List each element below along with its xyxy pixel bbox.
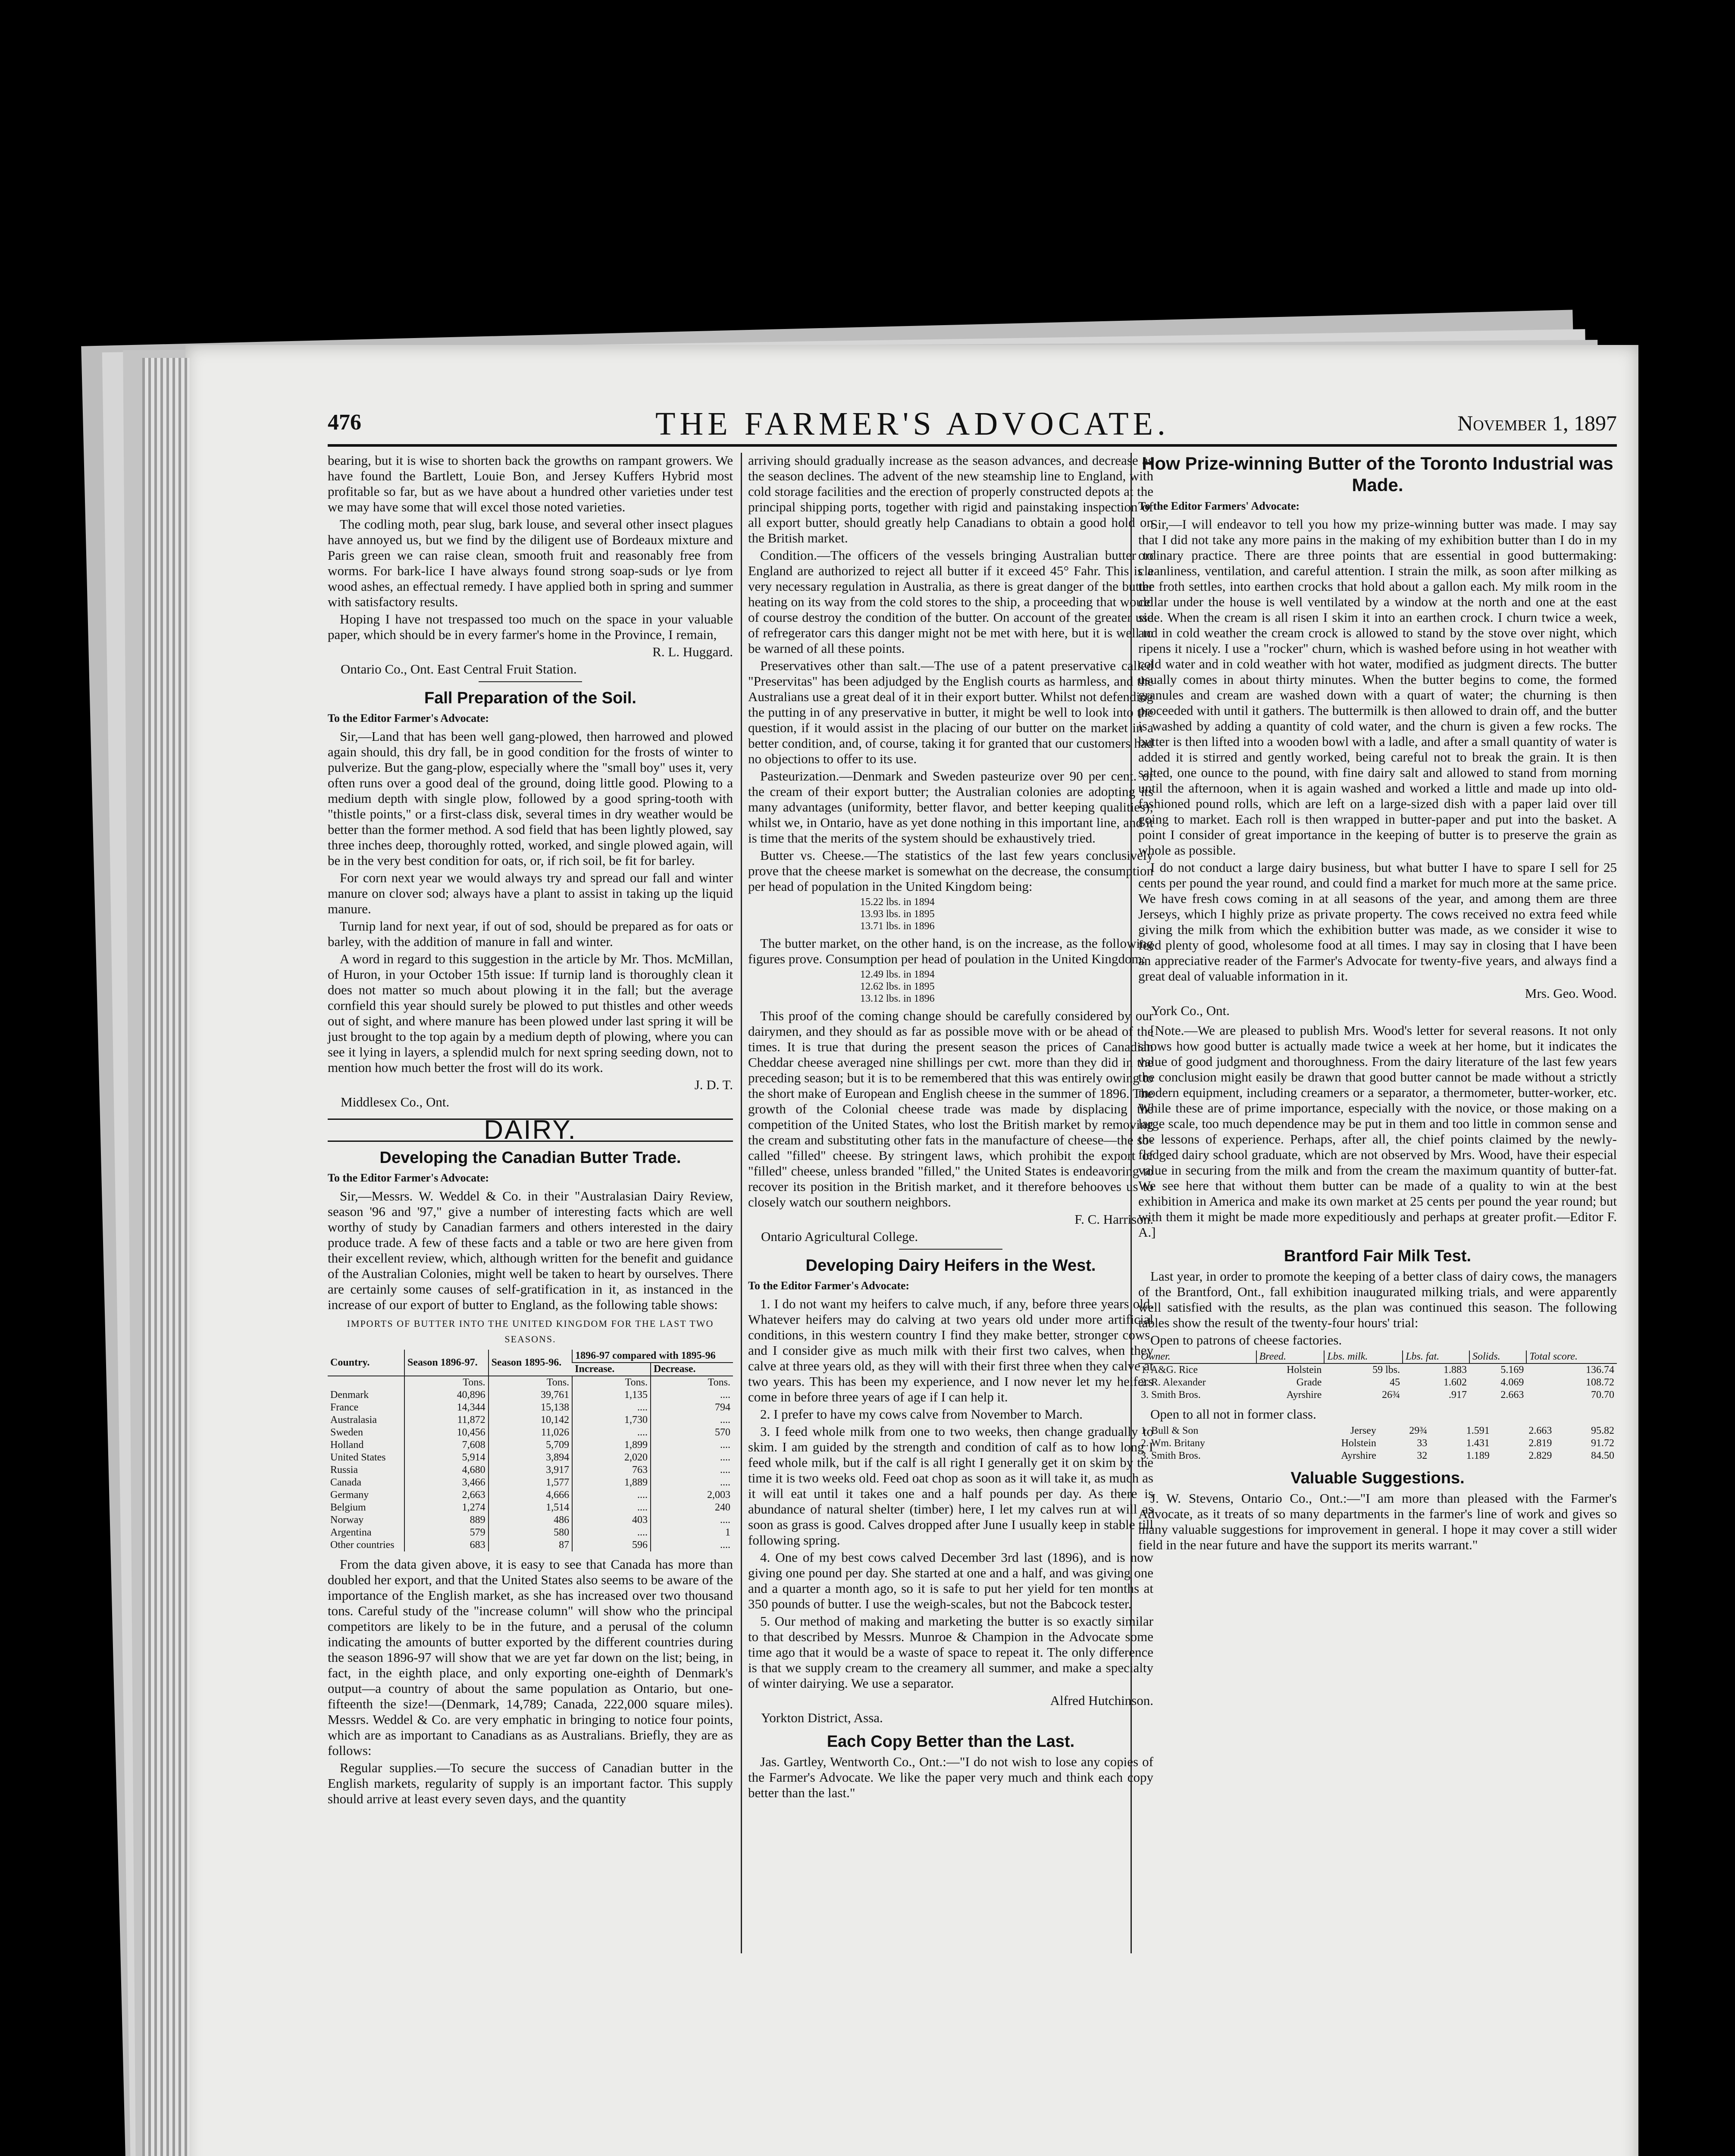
table-cell: Ayrshire: [1286, 1389, 1322, 1401]
table-cell: 5,914: [404, 1451, 489, 1464]
location: Ontario Co., Ont. East Central Fruit Station.: [341, 661, 577, 677]
table-row: [328, 1514, 733, 1526]
table-row: [1138, 1376, 1617, 1389]
table-cell: ....: [651, 1539, 733, 1551]
table-caption: IMPORTS OF BUTTER INTO THE UNITED KINGDOM FOR THE LAST TWO SEASONS.: [347, 1318, 714, 1344]
table-row: [328, 1414, 733, 1426]
table-cell: 59 lbs.: [1372, 1364, 1400, 1376]
paragraph: 2. I prefer to have my cows calve from November to March.: [760, 1407, 1083, 1422]
table-cell: 240: [651, 1501, 733, 1514]
paragraph: A word in regard to this suggestion in the article by Mr. Thos. McMillan, of Huron, in your October 15th issue: If turnip land is thoroughly clean it does not matter so much about plowing it in the fall; but the average cornfield this year should surely be plowed to put thistles and other weeds out of sight, and where manure has been plowed under last spring it will be just brought to the top again by a medium depth of plowing, where you can see it lying in layers, a splendid mulch for next spring seeding down, not to mention how much better the frost will do its work.: [328, 951, 733, 1075]
editor-salutation: To the Editor Farmer's Advocate:: [748, 1279, 910, 1292]
location: Ontario Agricultural College.: [761, 1229, 918, 1244]
table-cell: 1,274: [404, 1501, 489, 1514]
table-cell: 3,466: [404, 1476, 489, 1489]
table-cell: 403: [572, 1514, 651, 1526]
paragraph: Condition.—The officers of the vessels bringing Australian butter to England are authorized to reject all butter if it exceed 45° Fahr. This is a very necessary regulation in Australia, as there is great danger of the butter heating on its way from the cold stores to the ship, a proceeding that would of course destroy the condition of the butter. On account of the greater use of refregerator cars this danger might not be met with here, but it is well to be warned of all these points.: [748, 548, 1153, 656]
table-header: Total score.: [1526, 1351, 1617, 1363]
table-cell: 5,709: [489, 1439, 573, 1451]
table-cell: 14,344: [404, 1401, 489, 1414]
table-cell: 2.819: [1528, 1438, 1552, 1449]
statistics-block: [860, 968, 1153, 1005]
table-cell: Russia: [330, 1464, 358, 1476]
table-cell: 70.70: [1591, 1389, 1614, 1401]
table-cell: 29¾: [1409, 1425, 1428, 1436]
table-header: Breed.: [1256, 1351, 1325, 1363]
table-cell: 1. Bull & Son: [1141, 1425, 1199, 1436]
table-row: [1138, 1437, 1617, 1450]
signature: F. C. Harrison.: [1074, 1212, 1153, 1227]
signature: J. D. T.: [694, 1077, 733, 1092]
table-cell: 7,608: [404, 1439, 489, 1451]
table-cell: ....: [651, 1514, 733, 1526]
table-cell: ....: [572, 1526, 651, 1539]
table-row: [328, 1389, 733, 1401]
paragraph: Last year, in order to promote the keeping of a better class of dairy cows, the managers of the Brantford, Ont., fall exhibition inaugurated milking trials, and were apparently well satisfied with the results, as the plan was continued this season. The following tables show the result of the twenty-four hours' trial:: [1138, 1269, 1617, 1330]
table-cell: 1.602: [1443, 1377, 1467, 1388]
paragraph: From the data given above, it is easy to see that Canada has more than doubled her export, and that the United States also seems to be aware of the importance of the English market, as she has increased over two thousand tons. Careful study of the "increase column" will show who the principal competitors are likely to be in the future, and a perusal of the column indicating the amounts of butter exported by the different countries during the season 1896-97 will show that we are yet far down on the list; being, in fact, in the eighth place, and only exporting one-eighth of Denmark's output—a country of about the same population as Ontario, but one-fifteenth the size!—(Denmark, 14,789; Canada, 222,000 square miles). Messrs. Weddel & Co. are very emphatic in bringing to notice four points, which are as important to Canadians as as Australians. Briefly, they are as follows:: [328, 1557, 733, 1758]
table-cell: 10,142: [489, 1414, 573, 1426]
table-row: [328, 1464, 733, 1476]
paragraph: 1. I do not want my heifers to calve much, if any, before three years old. Whatever heifers may do calving at two years old under more artificial conditions, in this western country I find they make better, stronger cows, and I consider give as much milk with their first two calves, when they calve at three years old, as they will with their first three when they calve at two years. This has been my experience, and I now never let my heifers come in before three years of age if I can help it.: [748, 1296, 1153, 1404]
table-cell: ....: [651, 1414, 733, 1426]
table-cell: Jersey: [1350, 1425, 1376, 1436]
table-cell: 2. Wm. Britany: [1141, 1438, 1205, 1449]
table-cell: 45: [1390, 1377, 1400, 1388]
statistic: 12.62 lbs. in 1895: [860, 981, 935, 992]
paragraph: 4. One of my best cows calved December 3rd last (1896), and is now giving one pound per day. She started at one and a half, and was giving one and a quarter a month ago, so it is safe to put her yield for ten months at 350 pounds of butter. I use the weigh-scales, but not the Babcock tester.: [748, 1550, 1153, 1611]
table-cell: 1.591: [1466, 1425, 1490, 1436]
table-cell: Other countries: [330, 1539, 395, 1551]
table-cell: France: [330, 1402, 359, 1413]
article-heading: Valuable Suggestions.: [1290, 1469, 1465, 1487]
section-heading-dairy: DAIRY.: [328, 1119, 733, 1142]
table-cell: 2,003: [651, 1489, 733, 1501]
butter-imports-table: [328, 1350, 733, 1551]
table-header-group: 1896-97 compared with 1895-96: [572, 1350, 733, 1363]
table-cell: 1: [651, 1526, 733, 1539]
table-cell: ....: [572, 1426, 651, 1439]
article-heading: Developing Dairy Heifers in the West.: [805, 1257, 1096, 1275]
table-cell: ....: [651, 1389, 733, 1401]
table-header: Owner.: [1138, 1351, 1256, 1363]
table-unit: Tons.: [572, 1376, 651, 1389]
table-cell: 2.663: [1528, 1425, 1552, 1436]
table-cell: 91.72: [1591, 1438, 1614, 1449]
table-unit: Tons.: [404, 1376, 489, 1389]
table-cell: Grade: [1296, 1377, 1322, 1388]
table-row: [1138, 1363, 1617, 1376]
table-cell: 3,894: [489, 1451, 573, 1464]
paragraph: 3. I feed whole milk from one to two weeks, then change gradually to skim. I am guided by the strength and condition of calf as to how long I feed whole milk, but if the calf is all right I generally get it on skim by the time it is two weeks old. Feed oat chop as soon as it will take it, as much as it will eat until it takes one and a half pounds per day. As there is abundance of natural shelter (timber) here, I let my calves run at will as soon as grass is good. Calves dropped after June I usually keep in stable till following spring.: [748, 1424, 1153, 1548]
table-cell: 1. A&G. Rice: [1141, 1364, 1198, 1376]
table-cell: 596: [572, 1539, 651, 1551]
table-cell: 4,666: [489, 1489, 573, 1501]
table-cell: 136.74: [1586, 1364, 1614, 1376]
table-cell: 3. Smith Bros.: [1141, 1389, 1201, 1401]
table-row: [328, 1401, 733, 1414]
table-cell: 3. Smith Bros.: [1141, 1450, 1201, 1461]
table-cell: ....: [651, 1476, 733, 1489]
table-cell: 2,663: [404, 1489, 489, 1501]
table-row: [328, 1451, 733, 1464]
table-header: Lbs. fat.: [1403, 1351, 1469, 1363]
table-cell: 1.883: [1443, 1364, 1467, 1376]
table-unit: Tons.: [489, 1376, 573, 1389]
table-cell: 33: [1417, 1438, 1428, 1449]
table-cell: Norway: [330, 1514, 364, 1526]
table-cell: 5.169: [1500, 1364, 1524, 1376]
table-cell: Belgium: [330, 1502, 366, 1513]
table-cell: Holland: [330, 1439, 364, 1451]
table-cell: 95.82: [1591, 1425, 1614, 1436]
table-cell: 486: [489, 1514, 573, 1526]
paragraph: Sir,—Land that has been well gang-plowed, then harrowed and plowed again should, this dry fall, be in good condition for the frosts of winter to pulverize. But the gang-plow, especially where the "small boy" uses it, very often runs over a good deal of the ground, doing little good. Plowing to a medium depth with single plow, followed by a good spring-tooth with "thistle points," or a first-class disk, several times in dry weather would be better than the former method. A sod field that has been lightly plowed, say three inches deep, thoroughly rotted, worked, and single plowed again, will be in the very best condition for oats, or, if rich soil, be fit for barley.: [328, 729, 733, 868]
paragraph: bearing, but it is wise to shorten back the growths on rampant growers. We have found the Bartlett, Louie Bon, and Jersey Kuffers Hybrid most profitable so far, but as we have about a hundred other varieties under test we may have some that will excel those noted varieties.: [328, 453, 733, 514]
header-rule: [328, 444, 1617, 447]
table-cell: 1,135: [572, 1389, 651, 1401]
paragraph: For corn next year we would always try and spread our fall and winter manure on clover sod; always have a plant to assist in taking up the liquid manure.: [328, 870, 733, 916]
signature: Mrs. Geo. Wood.: [1525, 986, 1617, 1001]
location: Yorkton District, Assa.: [761, 1710, 883, 1725]
table-cell: ....: [572, 1501, 651, 1514]
statistic: 13.71 lbs. in 1896: [860, 921, 935, 932]
statistic: 13.93 lbs. in 1895: [860, 909, 935, 920]
paragraph: Sir,—I will endeavor to tell you how my prize-winning butter was made. I may say that I did not take any more pains in the making of my exhibition butter than I do in my ordinary practice. There are three points that are essential in good buttermaking: cleanliness, ventilation, and careful attention. I strain the milk, as soon after milking as the froth settles, into earthen crocks that hold about a gallon each. My milk room in the cellar under the house is well ventilated by a window at the north and one at the east side. When the cream is all risen I skim it into an earthen crock. I churn twice a week, and in cold weather the cream crock is allowed to stand by the stove over night, which ripens it nicely. I use a "rocker" churn, which is washed before using in hot weather with cold water and in cold weather with hot water, modified as judgment directs. The butter usually comes in about thirty minutes. When the butter begins to come, the formed granules and cream are washed down with a quart of water; the churning is then proceeded with until it gathers. The buttermilk is then allowed to drain off, and the butter is washed by adding a quantity of cold water, and the churn is given a few rocks. The butter is then lifted into a wooden bowl with a ladle, and after a small quantity of water is added it is stirred and gently worked, being careful not to break the grain. It is then salted, one ounce to the pound, with fine dairy salt and allowed to stand from morning until the afternoon, when it is again washed and worked a little and made up into old-fashioned pound rolls, which are left on a large-sized dish with a paper laid over till going to market. Each roll is then wrapped in butter-paper and put into the basket. A point I consider of great importance in the keeping of butter is to preserve the grain as whole as possible.: [1138, 517, 1617, 858]
milk-test-table: [1138, 1351, 1617, 1401]
table-header: Lbs. milk.: [1324, 1351, 1403, 1363]
table-cell: 11,872: [404, 1414, 489, 1426]
table-cell: 2.663: [1500, 1389, 1524, 1401]
location: York Co., Ont.: [1151, 1003, 1230, 1018]
statistic: 12.49 lbs. in 1894: [860, 969, 935, 980]
paragraph: Butter vs. Cheese.—The statistics of the last few years conclusively prove that the cheese market is somewhat on the decrease, the consumption per head of population in the United Kingdom being:: [748, 848, 1153, 894]
table-cell: 1,730: [572, 1414, 651, 1426]
table-unit: Tons.: [651, 1376, 733, 1389]
table-row: [1138, 1389, 1617, 1401]
column-3: [1138, 453, 1617, 1554]
table-cell: 3,917: [489, 1464, 573, 1476]
paragraph: Pasteurization.—Denmark and Sweden pasteurize over 90 per cent. of the cream of their export butter; the Australian colonies are adopting its many advantages (uniformity, better flavor, and better keeping qualities); whilst we, in Ontario, have as yet done nothing in this important line, and it is time that the merits of the system should be exhaustively tried.: [748, 768, 1153, 846]
paragraph: Sir,—Messrs. W. Weddel & Co. in their "Australasian Dairy Review, season '96 and '97," give a number of interesting facts which are well worthy of study by Canadian farmers and others interested in the dairy produce trade. A few of these facts and a table or two are here given from their excellent review, which, although written for the benefit and guidance of the Australian Colonies, might well be taken to heart by ourselves. There are certainly some causes of self-gratification in it, as instanced in the increase of our export of butter to England, as the following table shows:: [328, 1188, 733, 1312]
table-row: [328, 1489, 733, 1501]
table-cell: United States: [330, 1452, 386, 1463]
paragraph: Hoping I have not trespassed too much on the space in your valuable paper, which should be in every farmer's home in the Province, I remain,: [328, 611, 733, 642]
table-row: [328, 1439, 733, 1451]
table-cell: 579: [404, 1526, 489, 1539]
statistic: 15.22 lbs. in 1894: [860, 896, 935, 908]
table-cell: Argentina: [330, 1527, 372, 1538]
table-cell: 794: [651, 1401, 733, 1414]
table-body: [1138, 1363, 1617, 1401]
table-cell: 39,761: [489, 1389, 573, 1401]
table-cell: 1,577: [489, 1476, 573, 1489]
table-header: Solids.: [1469, 1351, 1526, 1363]
divider: [479, 681, 582, 682]
signature: Alfred Hutchinson.: [1050, 1693, 1153, 1708]
table-row: [1138, 1425, 1617, 1437]
divider: [899, 1249, 1002, 1250]
table-row: [328, 1476, 733, 1489]
table-cell: Holstein: [1287, 1364, 1322, 1376]
paragraph: J. W. Stevens, Ontario Co., Ont.:—"I am more than pleased with the Farmer's Advocate, as it treats of so many departments in the farmer's line of work and gives so many valuable suggestions for improvement in general. I hope it may cover a still wider field in the near future and have the support its merits warrant.": [1138, 1491, 1617, 1552]
table-cell: 763: [572, 1464, 651, 1476]
statistic: 13.12 lbs. in 1896: [860, 993, 935, 1004]
statistics-block: [860, 896, 1153, 932]
table-header: Increase.: [572, 1363, 651, 1376]
table-body: [328, 1376, 733, 1551]
table-cell: 40,896: [404, 1389, 489, 1401]
milk-test-table-2: [1138, 1425, 1617, 1462]
table-cell: 1,889: [572, 1476, 651, 1489]
paragraph: The codling moth, pear slug, bark louse, and several other insect plagues have annoyed us, but we find by the diligent use of Bordeaux mixture and Paris green we can raise clean, smooth fruit and reasonably free from worms. For bark-lice I have always found strong soap-suds or lye from wood ashes, an effectual remedy. I have applied both in spring and summer with satisfactory results.: [328, 517, 733, 609]
table-cell: 1.431: [1466, 1438, 1490, 1449]
column-2: [748, 453, 1153, 1802]
table-cell: 26¾: [1382, 1389, 1400, 1401]
table-row: [328, 1426, 733, 1439]
table-row: [328, 1526, 733, 1539]
article-heading: Developing the Canadian Butter Trade.: [379, 1149, 681, 1167]
table-cell: Australasia: [330, 1414, 377, 1426]
table-cell: 15,138: [489, 1401, 573, 1414]
location: Middlesex Co., Ont.: [341, 1094, 450, 1109]
paragraph: Turnip land for next year, if out of sod, should be prepared as for oats or barley, with the addition of manure in fall and winter.: [328, 918, 733, 949]
table-row: [328, 1501, 733, 1514]
page-number: 476: [328, 410, 361, 435]
table-cell: ....: [651, 1451, 733, 1464]
table-cell: Sweden: [330, 1427, 363, 1438]
paragraph: I do not conduct a large dairy business, but what butter I have to spare I sell for 25 cents per pound the year round, and could find a market for much more at the same price. We have fresh cows coming in at all seasons of the year, and among them are three Jerseys, which I highly prize as private property. The cows received no extra feed while giving the milk from which the exhibition butter was made, as we consider it wise to feed plenty of good, wholesome food at all times. I may say in closing that I have been an appreciative reader of the Farmer's Advocate for twenty-five years, and always find a great deal of valuable information in it.: [1138, 860, 1617, 984]
table-cell: 1,899: [572, 1439, 651, 1451]
table-header: Season 1896-97.: [404, 1350, 489, 1376]
table-cell: 2. R. Alexander: [1141, 1377, 1206, 1388]
table-cell: 11,026: [489, 1426, 573, 1439]
table-row: [1138, 1450, 1617, 1462]
table-cell: 570: [651, 1426, 733, 1439]
paragraph: Jas. Gartley, Wentworth Co., Ont.:—"I do not wish to lose any copies of the Farmer's Advocate. We like the paper very much and think each copy better than the last.": [748, 1754, 1153, 1800]
paragraph: arriving should gradually increase as the season advances, and decrease as the season declines. The advent of the new steamship line to England, with cold storage facilities and the erection of properly constructed depots at the principal shipping ports, together with rigid and painstaking inspection of all export butter, should greatly help Canadians to obtain a good hold on the British market.: [748, 453, 1153, 545]
page-edges: [142, 358, 190, 2156]
article-heading: How Prize-winning Butter of the Toronto Industrial was Made.: [1142, 453, 1613, 495]
article-heading: Fall Preparation of the Soil.: [424, 689, 636, 707]
table-cell: 4.069: [1500, 1377, 1524, 1388]
table-header: Season 1895-96.: [489, 1350, 573, 1376]
table-cell: Germany: [330, 1489, 369, 1501]
table-cell: 4,680: [404, 1464, 489, 1476]
table-cell: 1,514: [489, 1501, 573, 1514]
page-header: [328, 405, 1617, 440]
paragraph: The butter market, on the other hand, is on the increase, as the following figures prove. Consumption per head of poulation in the United Kingdom:: [748, 936, 1153, 966]
table-cell: 87: [489, 1539, 573, 1551]
table-subheading: Open to patrons of cheese factories.: [1150, 1332, 1342, 1348]
issue-date: November 1, 1897: [1457, 411, 1617, 435]
table-unit: [328, 1376, 404, 1389]
masthead-title: THE FARMER'S ADVOCATE.: [655, 406, 1170, 442]
table-cell: 10,456: [404, 1426, 489, 1439]
editor-salutation: To the Editor Farmers' Advocate:: [1138, 500, 1300, 512]
table-cell: 2.829: [1528, 1450, 1552, 1461]
table-cell: ....: [651, 1439, 733, 1451]
table-cell: 2,020: [572, 1451, 651, 1464]
table-cell: 32: [1417, 1450, 1428, 1461]
table-cell: Canada: [330, 1477, 361, 1488]
paragraph: 5. Our method of making and marketing the butter is so exactly similar to that described by Messrs. Munroe & Champion in the Advocate some time ago that it would be a waste of space to repeat it. The only difference is that we supply cream to the creamery all summer, and make a specialty of winter dairying. We use a separator.: [748, 1614, 1153, 1691]
table-cell: Denmark: [330, 1389, 369, 1401]
table-units-row: [328, 1376, 733, 1389]
editor-note: [Note.—We are pleased to publish Mrs. Wood's letter for several reasons. It not only shows how good butter is actually made twice a week at her home, but it indicates the value of good judgment and thoroughness. From the dairy literature of the last few years the conclusion might easily be drawn that good butter cannot be made without a strictly modern equipment, including creamers or a separator, a thermometer, butter-worker, etc. While these are of prime importance, especially with the novice, or those making on a large scale, too much dependence may be put in them and too little in common sense and the lessons of experience. Perhaps, after all, the chief points claimed by the newly-fledged dairy school graduate, which are not observed by Mrs. Wood, have their especial value in securing from the milk and from the cream the maximum quantity of butter-fat. We see here that without them butter can be made of a quality to win at the best exhibition in America and make its own market at 25 cents per pound the year round; but with them it might be made more expeditiously and perhaps at greater profit.—Editor F. A.]: [1138, 1023, 1617, 1240]
table-cell: 683: [404, 1539, 489, 1551]
table-cell: ....: [572, 1489, 651, 1501]
table-cell: ....: [651, 1464, 733, 1476]
editor-salutation: To the Editor Farmer's Advocate:: [328, 1172, 489, 1184]
table-header: Country.: [328, 1350, 404, 1376]
table-cell: ....: [572, 1401, 651, 1414]
table-cell: 84.50: [1591, 1450, 1614, 1461]
table-cell: 108.72: [1586, 1377, 1614, 1388]
table-cell: Holstein: [1341, 1438, 1376, 1449]
signature: R. L. Huggard.: [652, 644, 733, 659]
table-cell: Ayrshire: [1341, 1450, 1376, 1461]
paragraph: Preservatives other than salt.—The use of a patent preservative called "Preservitas" has been adjudged by the English courts as harmless, and the Australians use a great deal of it in their export butter. Whilst not defending the putting in of any preservative in butter, it might be well to look into the question, if it would assist in the placing of our butter on the market in a better condition, and, of course, taking it for granted that our customers had no objections to offer to its use.: [748, 658, 1153, 766]
paragraph: This proof of the coming change should be carefully considered by our dairymen, and they should as far as possible move with or be ahead of the times. It is true that during the present season the prices of Canadian Cheddar cheese averaged nine shillings per cwt. more than they did in the preceding season; but it is to be remembered that this was entirely owing to the short make of European and English cheese in the summer of 1896. The growth of the Colonial cheese trade was made by displacing the competition of the United States, who lost the British market by removing the cream and substituting other fats in the manufacture of cheese—the so-called "filled" cheese. By stringent laws, which prohibit the export of "filled" cheese, unless branded "filled," the United States is endeavoring to recover its position in the British market, and it therefore behooves us to closely watch our southern neighbors.: [748, 1008, 1153, 1210]
table-subheading: Open to all not in former class.: [1150, 1407, 1316, 1422]
article-heading: Brantford Fair Milk Test.: [1284, 1247, 1472, 1265]
table-cell: 580: [489, 1526, 573, 1539]
table-cell: .917: [1448, 1389, 1467, 1401]
article-heading: Each Copy Better than the Last.: [827, 1733, 1075, 1751]
table-cell: 889: [404, 1514, 489, 1526]
table-header: Decrease.: [651, 1363, 733, 1376]
editor-salutation: To the Editor Farmer's Advocate:: [328, 712, 489, 724]
column-1: [328, 453, 733, 1808]
table-cell: 1.189: [1466, 1450, 1490, 1461]
table-body: [1138, 1425, 1617, 1462]
column-rule: [741, 453, 742, 1953]
paragraph: Regular supplies.—To secure the success of Canadian butter in the English markets, regularity of supply is an important factor. This supply should arrive at least every seven days, and the quantity: [328, 1760, 733, 1806]
table-row: [328, 1539, 733, 1551]
